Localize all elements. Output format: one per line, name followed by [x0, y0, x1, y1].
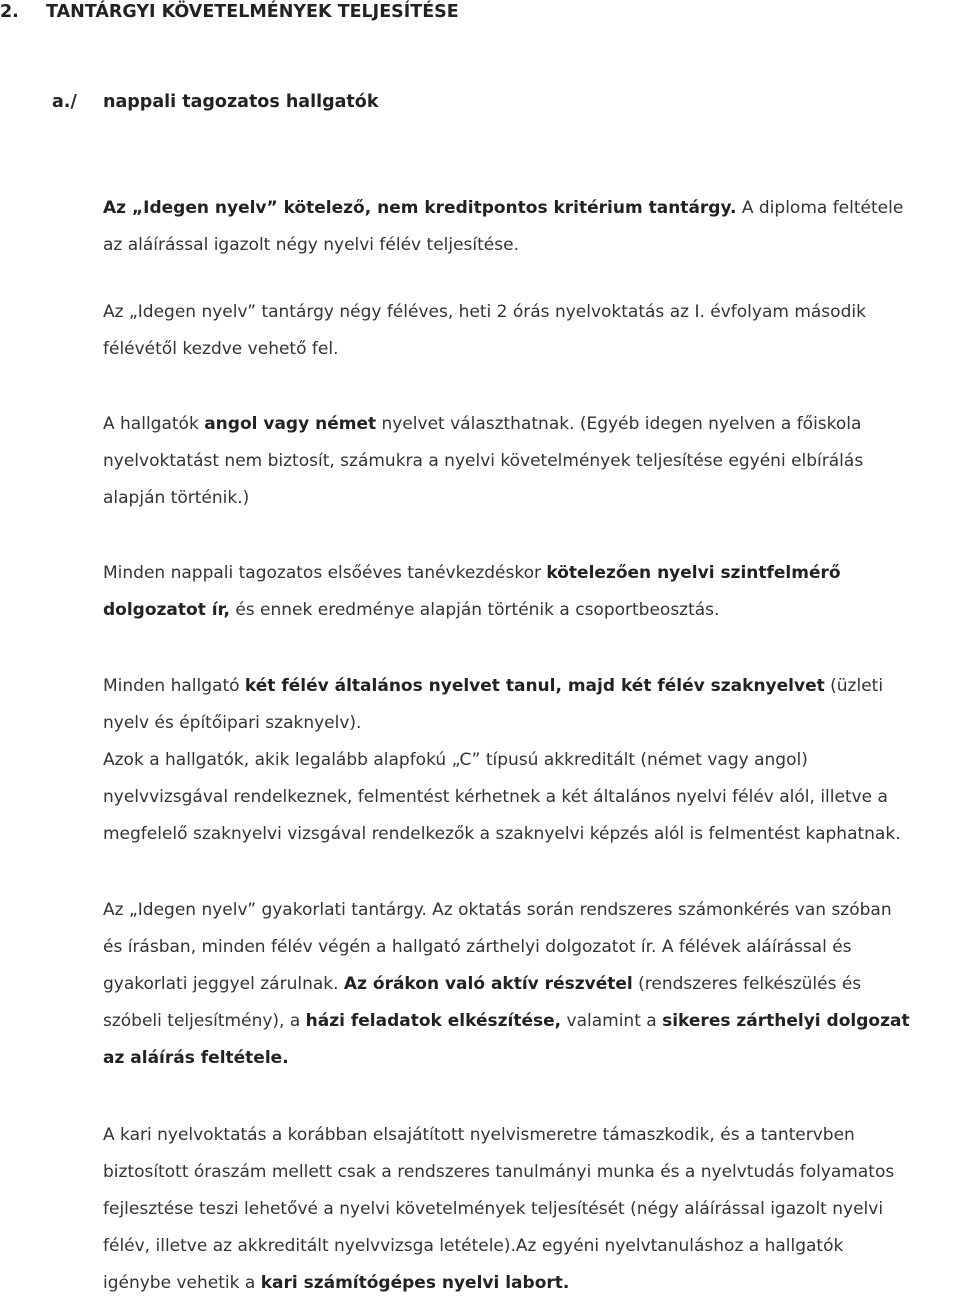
- p2-line1: Az „Idegen nyelv” tantárgy négy féléves, heti 2 órás nyelvoktatás az I. évfolyam második: [103, 302, 866, 322]
- p5-line3: Azok a hallgatók, akik legalább alapfokú „C” típusú akkreditált (német vagy angol): [103, 750, 808, 770]
- p1-rest: A diploma feltétele: [736, 198, 904, 218]
- p3-line3: alapján történik.): [103, 488, 250, 508]
- paragraph-criterion: [103, 190, 960, 264]
- p5-line2: nyelv és építőipari szaknyelv).: [103, 713, 362, 733]
- p6-line1: Az „Idegen nyelv” gyakorlati tantárgy. Az oktatás során rendszeres számonkérés van szóban: [103, 900, 892, 920]
- p5-line5: megfelelő szaknyelvi vizsgával rendelkezők a szaknyelvi képzés alól is felmentést kaphatnak.: [103, 824, 901, 844]
- paragraph-languages: [103, 406, 960, 517]
- p6-l4-bold2: sikeres zárthelyi dolgozat: [662, 1011, 910, 1031]
- paragraph-practical: [103, 892, 960, 1077]
- p7-line1: A kari nyelvoktatás a korábban elsajátított nyelvismeretre támaszkodik, és a tantervben: [103, 1125, 855, 1145]
- p6-l5-bold: az aláírás feltétele.: [103, 1048, 289, 1068]
- p6-line2: és írásban, minden félév végén a hallgató zárthelyi dolgozatot ír. A félévek aláírással és: [103, 937, 852, 957]
- p5-post: (üzleti: [824, 676, 884, 696]
- p3-pre: A hallgatók: [103, 414, 205, 434]
- p1-bold: Az „Idegen nyelv” kötelező, nem kreditpontos kritérium tantárgy.: [103, 198, 737, 218]
- paragraph-placement-test: [103, 555, 960, 629]
- p5-line4: nyelvvizsgával rendelkeznek, felmentést kérhetnek a két általános nyelvi félév alól, illetve a: [103, 787, 888, 807]
- section-number: 2.: [0, 2, 19, 22]
- p6-l3-post: (rendszeres felkészülés és: [632, 974, 862, 994]
- paragraph-curriculum: [103, 668, 960, 853]
- p7-l5-bold: kari számítógépes nyelvi labort.: [260, 1273, 570, 1293]
- p7-l5-pre: igénybe vehetik a: [103, 1273, 261, 1293]
- subsection-title: nappali tagozatos hallgatók: [103, 92, 379, 112]
- p6-l4-pre: szóbeli teljesítmény), a: [103, 1011, 306, 1031]
- p5-bold: két félév általános nyelvet tanul, majd két félév szaknyelvet: [244, 676, 825, 696]
- subsection-label: a./: [52, 92, 77, 112]
- p6-l3-bold: Az órákon való aktív részvétel: [343, 974, 633, 994]
- subsection-heading: [52, 92, 379, 112]
- p3-bold: angol vagy német: [204, 414, 377, 434]
- p6-l3-pre: gyakorlati jeggyel zárulnak.: [103, 974, 344, 994]
- p4-bold1: kötelezően nyelvi szintfelmérő: [546, 563, 841, 583]
- p3-post: nyelvet választhatnak. (Egyéb idegen nyelven a főiskola: [376, 414, 862, 434]
- p4-pre: Minden nappali tagozatos elsőéves tanévkezdéskor: [103, 563, 547, 583]
- p5-pre: Minden hallgató: [103, 676, 245, 696]
- p2-line2: félévétől kezdve vehető fel.: [103, 339, 339, 359]
- paragraph-language-lab: [103, 1117, 960, 1302]
- section-heading: [0, 2, 459, 22]
- p6-l4-mid: valamint a: [561, 1011, 663, 1031]
- p1-line2: az aláírással igazolt négy nyelvi félév teljesítése.: [103, 235, 519, 255]
- p7-line2: biztosított óraszám mellett csak a rendszeres tanulmányi munka és a nyelvtudás folyamatos: [103, 1162, 895, 1182]
- p6-l4-bold1: házi feladatok elkészítése,: [305, 1011, 562, 1031]
- section-title: TANTÁRGYI KÖVETELMÉNYEK TELJESÍTÉSE: [46, 2, 459, 22]
- p4-bold2: dolgozatot ír,: [103, 600, 230, 620]
- p7-line4: félév, illetve az akkreditált nyelvvizsga letétele).Az egyéni nyelvtanuláshoz a hallgatók: [103, 1236, 844, 1256]
- p7-line3: fejlesztése teszi lehetővé a nyelvi követelmények teljesítését (négy aláírással igazolt nyelvi: [103, 1199, 884, 1219]
- p4-post: és ennek eredménye alapján történik a csoportbeosztás.: [229, 600, 720, 620]
- p3-line2: nyelvoktatást nem biztosít, számukra a nyelvi követelmények teljesítése egyéni elbírálás: [103, 451, 864, 471]
- paragraph-schedule: [103, 294, 960, 368]
